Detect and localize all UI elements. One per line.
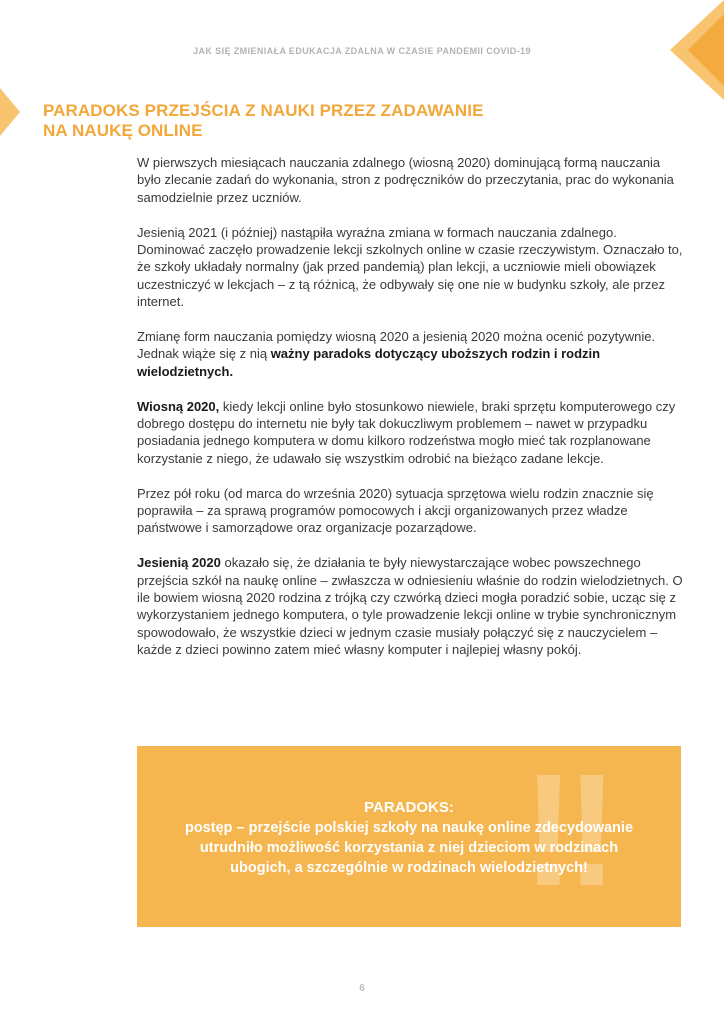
callout-line: ubogich, a szczególnie w rodzinach wielodzietnych! <box>230 860 588 876</box>
paragraph <box>137 398 687 468</box>
paragraph-emphasis: ważny paradoks dotyczący uboższych rodzin i rodzin wielodzietnych. <box>137 346 601 379</box>
callout-line: utrudniło możliwość korzystania z niej dzieciom w rodzinach <box>199 840 619 856</box>
paragraph: W pierwszych miesiącach nauczania zdalnego (wiosną 2020) dominującą formą nauczania było zlecanie zadań do wykonania, stron z podręczników do przeczytania, prac do wykonania samodzielnie przez uczniów. <box>137 155 674 205</box>
body-text <box>137 154 687 676</box>
running-header: JAK SIĘ ZMIENIAŁA EDUKACJA ZDALNA W CZASIE PANDEMII COVID-19 <box>193 46 531 56</box>
paragraph <box>137 554 687 658</box>
exclamation-marks-icon: !! <box>522 746 609 919</box>
paragraph-text: kiedy lekcji online było stosunkowo niewiele, braki sprzętu komputerowego czy dobrego dostępu do internetu nie były tak dokuczliwym problemem – nawet w przypadku posiadania jednego komputera w domu kilkoro rodzeństwa mogło mieć tak rozplanowane korzystanie z niego, że udawało się wszystkim odrobić na bieżąco zadane lekcje. <box>137 398 676 466</box>
callout-text <box>137 798 681 878</box>
callout-heading: PARADOKS: <box>364 799 454 816</box>
paragraph-emphasis: Wiosną 2020, <box>137 398 220 414</box>
paragraph: Przez pół roku (od marca do września 2020) sytuacja sprzętowa wielu rodzin znacznie się poprawiła – za sprawą programów pomocowych i akcji organizowanych przez władze państwowe i samorządowe oraz organizacje pozarządowe. <box>137 485 654 536</box>
corner-triangle-decoration <box>668 0 724 100</box>
paragraph <box>137 328 687 380</box>
paragraph: Jesienią 2021 (i później) nastąpiła wyraźna zmiana w formach nauczania zdalnego. Dominować zaczęło prowadzenie lekcji szkolnych online w czasie rzeczywistym. Oznaczało to, że szkoły układały normalny (jak przed pandemią) plan lekcji, a uczniowie mieli obowiązek uczestniczyć w lekcjach – z tą różnicą, że odbywały się one nie w budynku szkoły, ale przez internet. <box>137 224 683 310</box>
callout-line: postęp – przejście polskiej szkoły na naukę online zdecydowanie <box>184 820 634 836</box>
paragraph-text: okazało się, że działania te były niewystarczające wobec powszechnego przejścia szkół na naukę online – zwłaszcza w odniesieniu właśnie do rodzin wielodzietnych. O ile bowiem wiosną 2020 rodzina z trójką czy czwórką dzieci mogła poradzić sobie, ucząc się z wykorzystaniem jednego komputera, o tyle prowadzenie lekcji online w trybie synchronicznym spowodowało, że wszystkie dzieci w jednym czasie musiały połączyć się z nauczycielem – każde z dzieci powinno zatem mieć własny komputer i najlepiej własny pokój. <box>137 555 683 658</box>
paradox-callout-box <box>137 746 681 927</box>
page-number: 6 <box>359 983 365 994</box>
section-heading-line1: PARADOKS PRZEJŚCIA Z NAUKI PRZEZ ZADAWANIE <box>43 101 484 120</box>
paragraph-emphasis: Jesienią 2020 <box>137 555 221 571</box>
section-heading <box>43 101 563 141</box>
paragraph-text: Zmianę form nauczania pomiędzy wiosną 2020 a jesienią 2020 można ocenić pozytywnie. Jednak wiąże się z nią <box>137 329 656 362</box>
left-triangle-decoration <box>0 88 22 136</box>
section-heading-line2: NA NAUKĘ ONLINE <box>43 121 203 140</box>
